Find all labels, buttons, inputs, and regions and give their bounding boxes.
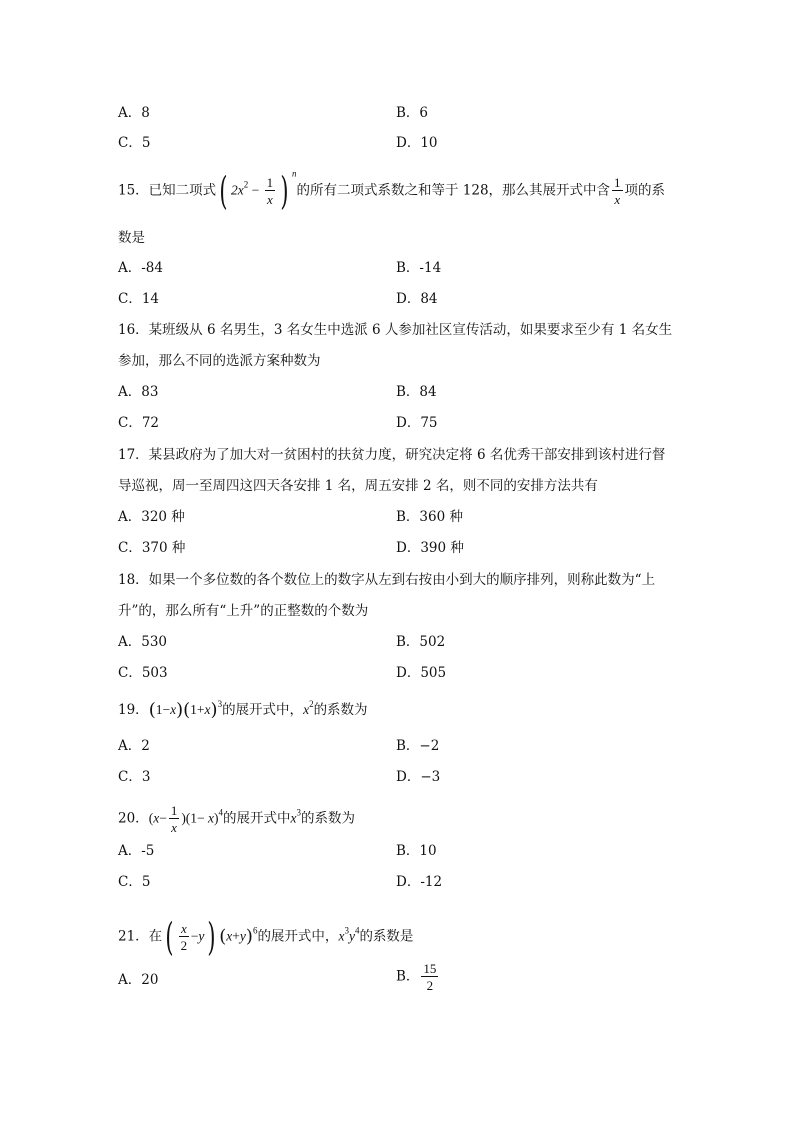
q14-option-a: A．8 bbox=[118, 105, 150, 121]
q17-stem-line2: 导巡视，周一至周四这四天各安排 1 名，周五安排 2 名，则不同的安排方法共有 bbox=[118, 478, 598, 494]
q15-option-c: C．14 bbox=[118, 291, 160, 307]
q15-option-a: A．-84 bbox=[118, 260, 163, 276]
q21-stem: 21．在( $\frac{x}{2}$ −y) $(x+y)^6$的展开式中，$x^3y^4$的系数是 bbox=[118, 915, 414, 959]
q14-option-d: D．10 bbox=[396, 135, 438, 151]
q18-option-c: C．503 bbox=[118, 665, 168, 681]
q19-option-b: B．−2 bbox=[396, 738, 440, 754]
q18-stem-line2: 升”的，那么所有“上升”的正整数的个数为 bbox=[118, 603, 369, 619]
q16-option-a: A．83 bbox=[118, 384, 159, 400]
q15-option-d: D．84 bbox=[396, 291, 438, 307]
q21-option-a: A．20 bbox=[118, 972, 159, 988]
q19-option-d: D．−3 bbox=[396, 769, 441, 785]
q15-stem-cont: 数是 bbox=[118, 230, 145, 246]
q20-stem: 20．(x− $\frac{1}{x}$ )$(1- x)^4$的展开式中$x^3$的系数为 bbox=[118, 803, 356, 835]
q15-option-b: B．-14 bbox=[396, 260, 442, 276]
q18-stem-line1: 18．如果一个多位数的各个数位上的数字从左到右按由小到大的顺序排列，则称此数为“上 bbox=[118, 572, 656, 588]
q17-option-d: D．390 种 bbox=[396, 540, 464, 556]
q17-stem-line1: 17．某县政府为了加大对一贫困村的扶贫力度，研究决定将 6 名优秀干部安排到该村进行督 bbox=[118, 447, 666, 463]
q21-option-b: B． $\frac{15}{2}$ bbox=[396, 961, 437, 993]
q19-option-a: A．2 bbox=[118, 738, 150, 754]
q20-option-c: C．5 bbox=[118, 874, 151, 890]
q14-option-c: C．5 bbox=[118, 135, 151, 151]
q18-option-d: D．505 bbox=[396, 665, 447, 681]
q18-option-b: B．502 bbox=[396, 634, 446, 650]
q16-stem-line1: 16．某班级从 6 名男生，3 名女生中选派 6 人参加社区宣传活动，如果要求至少有 1 名女生 bbox=[118, 322, 673, 338]
q19-option-c: C．3 bbox=[118, 769, 151, 785]
q20-option-d: D．-12 bbox=[396, 874, 443, 890]
q17-option-a: A．320 种 bbox=[118, 509, 185, 525]
q15-stem: 15．已知二项式( $2x^2$ − $\frac{1}{x}$ ) $^n$的所有二项式系数之和等于 128，那么其展开式中含 $\frac{1}{x}$ 项的系 bbox=[118, 168, 666, 213]
q14-option-b: B．6 bbox=[396, 105, 429, 121]
q16-stem-line2: 参加，那么不同的选派方案种数为 bbox=[118, 353, 321, 369]
q20-option-b: B．10 bbox=[396, 843, 437, 859]
q16-option-c: C．72 bbox=[118, 415, 160, 431]
q16-option-b: B．84 bbox=[396, 384, 437, 400]
q16-option-d: D．75 bbox=[396, 415, 438, 431]
q20-option-a: A．-5 bbox=[118, 843, 155, 859]
q18-option-a: A．530 bbox=[118, 634, 168, 650]
q17-option-c: C．370 种 bbox=[118, 540, 186, 556]
q17-option-b: B．360 种 bbox=[396, 509, 463, 525]
q19-stem: 19．$(1-x)(1+x)^3$的展开式中，$x^2$的系数为 bbox=[118, 699, 368, 721]
